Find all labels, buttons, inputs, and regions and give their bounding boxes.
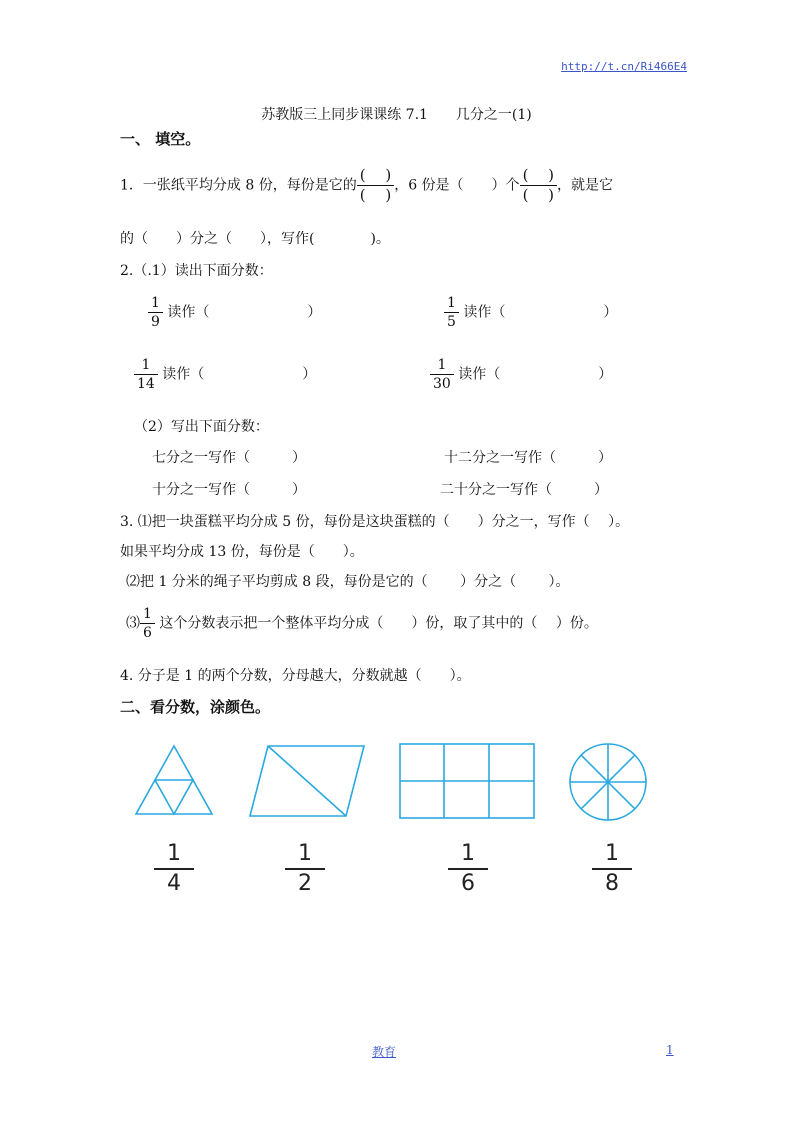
q1-part2: ，6 份是（ ）个	[394, 177, 520, 194]
parallelogram-diagonal	[268, 746, 346, 816]
page-number[interactable]: 1	[666, 1043, 674, 1057]
q1-blank-num-2: ( )	[520, 166, 557, 186]
footer-link[interactable]: 教育	[372, 1045, 397, 1059]
frac-num: 1	[134, 356, 158, 375]
q3-line4-text: 这个分数表示把一个整体平均分成（ ）份，取了其中的（ ）份。	[159, 615, 598, 632]
shape-fraction-1-8	[592, 843, 632, 895]
triangle-inner	[155, 780, 193, 814]
read-as-text: 读作（ ）	[162, 366, 317, 383]
frac-num: 1	[140, 605, 155, 624]
q1-blank-num-1: ( )	[357, 166, 394, 186]
frac-den: 9	[151, 314, 160, 330]
q1-blank-den-2: ( )	[522, 186, 555, 204]
q2-write-item-2: 十二分之一写作（ ）	[444, 450, 612, 466]
frac-den: 4	[167, 871, 181, 896]
page-title: 苏教版三上同步课课练 7.1 几分之一(1)	[261, 107, 532, 123]
q1-part3: ，就是它	[557, 177, 614, 194]
q1-part1: 1．一张纸平均分成 8 份，每份是它的	[120, 177, 357, 194]
frac-num: 1	[592, 843, 632, 870]
q4-text: 4. 分子是 1 的两个分数，分母越大，分数就越（ ）。	[120, 668, 471, 684]
section1-heading: 一、 填空。	[120, 130, 201, 148]
q2-write-item-4: 二十分之一写作（ ）	[440, 482, 608, 498]
q2-write-item-1: 七分之一写作（ ）	[152, 450, 306, 466]
fraction-1-14	[134, 356, 158, 393]
frac-den: 8	[605, 871, 619, 896]
q1-line1	[120, 166, 613, 205]
read-as-text: 读作（ ）	[167, 304, 322, 321]
q1-blank-fraction-2	[520, 166, 557, 205]
rectangle-shape	[398, 742, 536, 820]
q2-write-item-3: 十分之一写作（ ）	[152, 482, 306, 498]
frac-num: 1	[285, 843, 325, 870]
q3-line4	[126, 605, 598, 642]
parallelogram-shape	[248, 744, 366, 818]
frac-num: 1	[430, 356, 454, 375]
frac-den: 2	[298, 871, 312, 896]
q2-read-item-1	[148, 294, 321, 331]
q1-blank-den-1: ( )	[359, 186, 392, 204]
q3-line1: 3. ⑴把一块蛋糕平均分成 5 份，每份是这块蛋糕的（ ）分之一，写作（ ）。	[120, 514, 630, 530]
q2-part2: （2）写出下面分数：	[134, 419, 269, 435]
frac-num: 1	[154, 843, 194, 870]
q1-line2: 的（ ）分之（ ），写作( )。	[120, 231, 390, 247]
q2-read-item-2	[444, 294, 617, 331]
frac-num: 1	[148, 294, 163, 313]
q2-intro: 2.（.1）读出下面分数：	[120, 263, 273, 279]
frac-den: 5	[447, 314, 456, 330]
frac-num: 1	[444, 294, 459, 313]
triangle-shape	[134, 744, 214, 816]
section2-heading: 二、看分数，涂颜色。	[120, 698, 271, 716]
read-as-text: 读作（ ）	[463, 304, 618, 321]
shape-fraction-1-2	[285, 843, 325, 895]
header-url-link[interactable]: http://t.cn/Ri466E4	[561, 60, 687, 73]
circle-shape	[568, 742, 648, 822]
q2-read-item-4	[430, 356, 612, 393]
fraction-1-6	[140, 605, 155, 642]
shape-fraction-1-4	[154, 843, 194, 895]
frac-den: 6	[143, 625, 152, 641]
frac-den: 6	[461, 871, 475, 896]
q2-read-item-3	[134, 356, 316, 393]
q1-blank-fraction-1	[357, 166, 394, 205]
frac-den: 30	[433, 376, 451, 392]
frac-num: 1	[448, 843, 488, 870]
q3-line3: ⑵把 1 分米的绳子平均剪成 8 段，每份是它的（ ）分之（ ）。	[126, 574, 570, 590]
read-as-text: 读作（ ）	[458, 366, 613, 383]
fraction-1-9	[148, 294, 163, 331]
frac-den: 14	[137, 376, 155, 392]
shape-fraction-1-6	[448, 843, 488, 895]
q3-line2: 如果平均分成 13 份，每份是（ ）。	[120, 544, 364, 560]
fraction-1-5	[444, 294, 459, 331]
q3-item3-marker: ⑶	[126, 615, 140, 632]
fraction-1-30	[430, 356, 454, 393]
